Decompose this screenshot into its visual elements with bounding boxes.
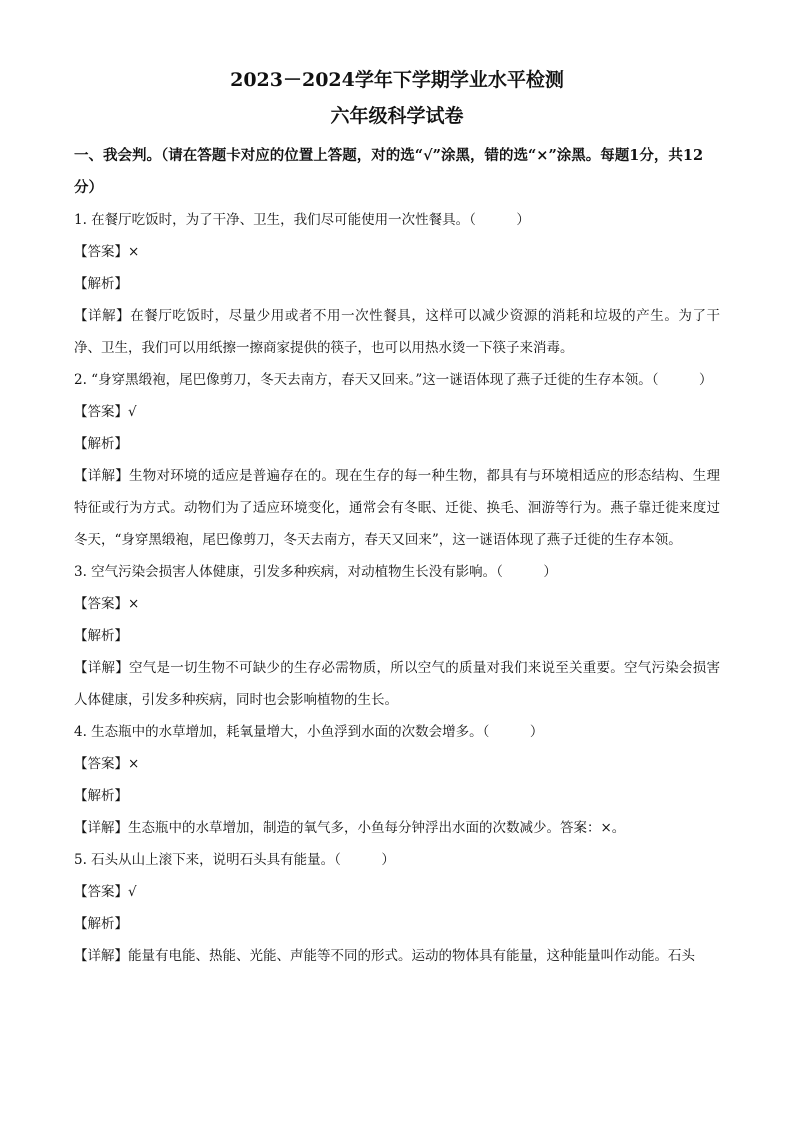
- detail-line: [74, 460, 720, 556]
- answer-line: [74, 876, 720, 908]
- detail-text: 能量有电能、热能、光能、声能等不同的形式。运动的物体具有能量，这种能量叫作动能。石头: [128, 948, 695, 964]
- question-block: [74, 364, 720, 556]
- analysis-label: 【解析】: [74, 436, 128, 452]
- analysis-line: [74, 428, 720, 460]
- answer-label: 【答案】: [74, 756, 128, 772]
- question-text: 3. 空气污染会损害人体健康，引发多种疾病，对动植物生长没有影响。（ ）: [74, 564, 557, 580]
- answer-label: 【答案】: [74, 404, 128, 420]
- analysis-line: [74, 780, 720, 812]
- analysis-label: 【解析】: [74, 916, 128, 932]
- answer-value: ×: [128, 756, 140, 772]
- detail-line: [74, 652, 720, 716]
- detail-label: 【详解】: [74, 948, 128, 964]
- detail-label: 【详解】: [74, 468, 129, 484]
- analysis-label: 【解析】: [74, 788, 128, 804]
- answer-value: √: [128, 884, 137, 900]
- detail-text: 空气是一切生物不可缺少的生存必需物质，所以空气的质量对我们来说至关重要。空气污染会损害人体健康，引发多种疾病，同时也会影响植物的生长。: [74, 660, 720, 708]
- detail-line: [74, 300, 720, 364]
- question-block: [74, 204, 720, 364]
- analysis-label: 【解析】: [74, 276, 128, 292]
- question-text: 5. 石头从山上滚下来，说明石头具有能量。（ ）: [74, 852, 395, 868]
- question-block: [74, 716, 720, 844]
- detail-line: [74, 812, 720, 844]
- detail-label: 【详解】: [74, 820, 128, 836]
- analysis-line: [74, 268, 720, 300]
- detail-line: [74, 940, 720, 972]
- analysis-line: [74, 908, 720, 940]
- answer-line: [74, 748, 720, 780]
- answer-label: 【答案】: [74, 596, 128, 612]
- question-text: 1. 在餐厅吃饭时，为了干净、卫生，我们尽可能使用一次性餐具。（ ）: [74, 212, 530, 228]
- analysis-label: 【解析】: [74, 628, 128, 644]
- question-block: [74, 556, 720, 716]
- answer-line: [74, 236, 720, 268]
- page-subtitle: 六年级科学试卷: [330, 105, 464, 127]
- analysis-line: [74, 620, 720, 652]
- answer-value: √: [128, 404, 137, 420]
- answer-line: [74, 396, 720, 428]
- detail-label: 【详解】: [74, 308, 131, 324]
- detail-label: 【详解】: [74, 660, 129, 676]
- question-block: [74, 844, 720, 972]
- section-heading: 一、我会判。（请在答题卡对应的位置上答题，对的选“√”涂黑，错的选“×”涂黑。每题1分，共12分）: [74, 147, 704, 196]
- answer-label: 【答案】: [74, 884, 128, 900]
- question-text: 2. “身穿黑缎袍，尾巴像剪刀，冬天去南方，春天又回来。”这一谜语体现了燕子迁徙的生存本领。（ ）: [74, 372, 713, 388]
- answer-label: 【答案】: [74, 244, 128, 260]
- detail-text: 生态瓶中的水草增加，制造的氧气多，小鱼每分钟浮出水面的次数减少。答案：×。: [128, 820, 626, 836]
- answer-value: ×: [128, 244, 140, 260]
- page-title: 2023－2024学年下学期学业水平检测: [230, 69, 564, 91]
- detail-text: 生物对环境的适应是普遍存在的。现在生存的每一种生物，都具有与环境相适应的形态结构、生理特征或行为方式。动物们为了适应环境变化，通常会有冬眠、迁徙、换毛、洄游等行为。燕子靠迁徙来度过冬天，“身穿黑缎袍，尾巴像剪刀，冬天去南方，春天又回来”，这一谜语体现了燕子迁徙的生存本领。: [74, 468, 720, 548]
- answer-line: [74, 588, 720, 620]
- answer-value: ×: [128, 596, 140, 612]
- question-text: 4. 生态瓶中的水草增加，耗氧量增大，小鱼浮到水面的次数会增多。（ ）: [74, 724, 544, 740]
- detail-text: 在餐厅吃饭时，尽量少用或者不用一次性餐具，这样可以减少资源的消耗和垃圾的产生。为了干净、卫生，我们可以用纸擦一擦商家提供的筷子，也可以用热水烫一下筷子来消毒。: [74, 308, 721, 356]
